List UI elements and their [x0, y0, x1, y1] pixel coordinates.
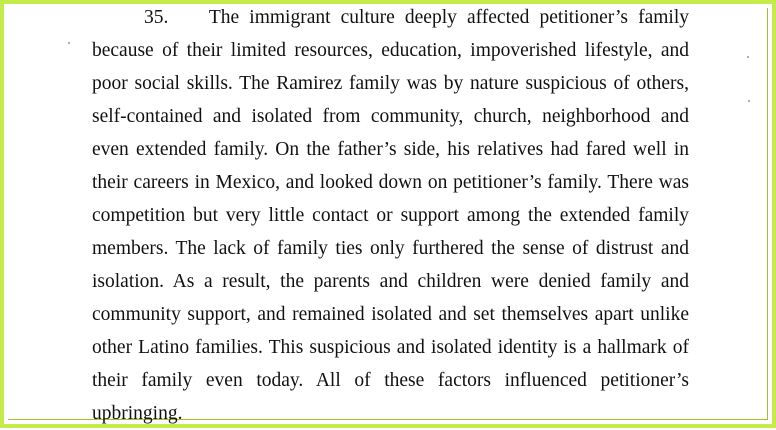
document-paragraph	[92, 1, 689, 430]
paragraph-first-line	[92, 1, 689, 34]
scan-speck	[747, 56, 749, 58]
text-line: self-contained and isolated from community, church, neighborhood and	[92, 106, 689, 127]
scan-speck	[748, 100, 750, 102]
text-line: because of their limited resources, education, impoverished lifestyle, and	[92, 40, 689, 61]
text-line: competition but very little contact or support among the extended family	[92, 205, 689, 226]
text-line: their careers in Mexico, and looked down on petitioner’s family. There was	[92, 172, 689, 193]
scan-speck	[68, 42, 70, 44]
text-line: The immigrant culture deeply affected petitioner’s family	[208, 7, 689, 28]
text-line: even extended family. On the father’s side, his relatives had fared well in	[92, 139, 689, 160]
text-line: poor social skills. The Ramirez family was by nature suspicious of others,	[92, 73, 689, 94]
text-line: community support, and remained isolated and set themselves apart unlike	[92, 304, 689, 325]
text-line: other Latino families. This suspicious and isolated identity is a hallmark of	[92, 337, 689, 358]
paragraph-number: 35.	[144, 7, 169, 28]
text-line: their family even today. All of these factors influenced petitioner’s	[92, 370, 689, 391]
text-line: isolation. As a result, the parents and children were denied family and	[92, 271, 689, 292]
text-line: upbringing.	[92, 403, 183, 424]
text-line: members. The lack of family ties only furthered the sense of distrust and	[92, 238, 689, 259]
